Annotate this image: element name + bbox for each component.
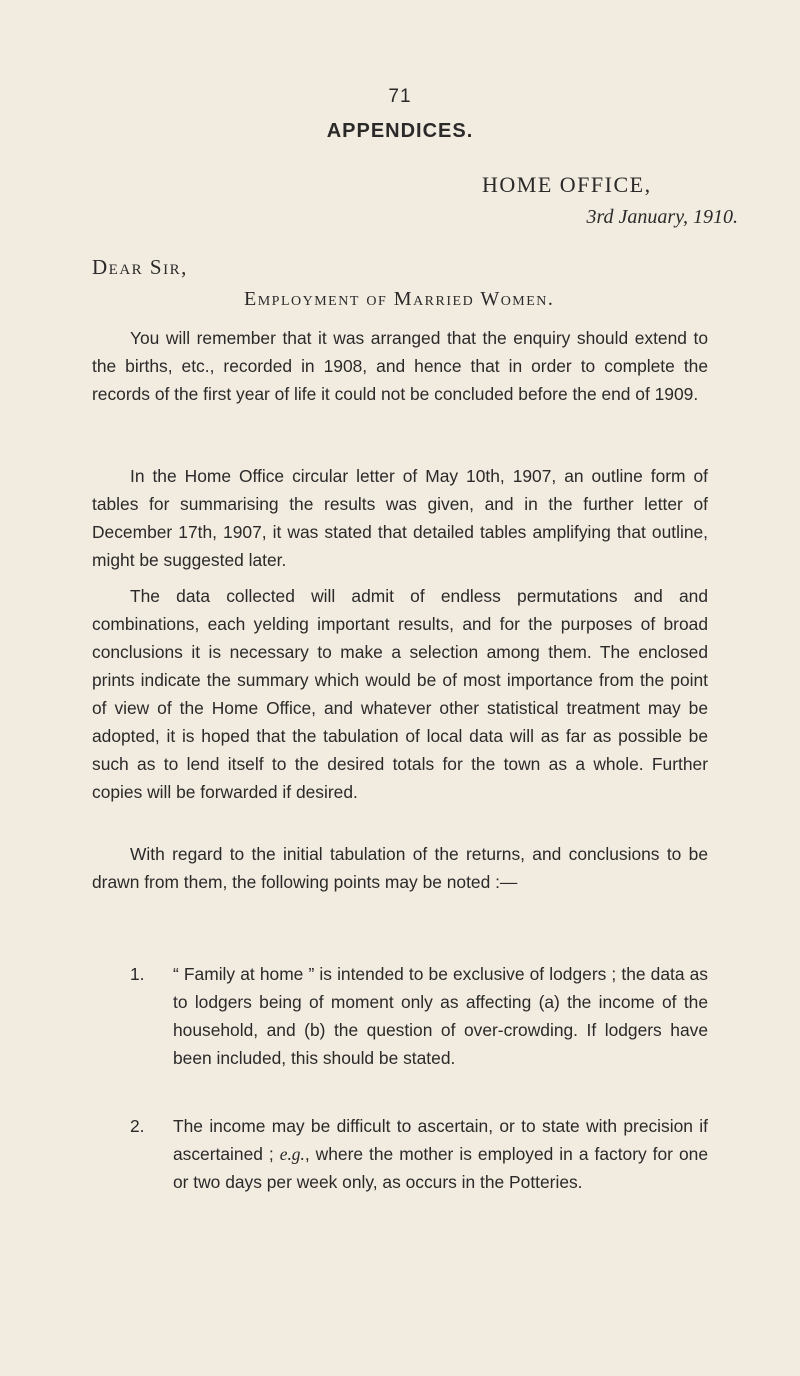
list-item-text-start: The income may be difficult to ascertain, or to state with precision if ascertained ; xyxy=(173,1116,708,1164)
list-item xyxy=(92,1112,708,1196)
list-item-italic: e.g. xyxy=(279,1144,305,1164)
page-number: 71 xyxy=(388,86,412,107)
list-item-text: “ Family at home ” is intended to be exclusive of lodgers ; the data as to lodgers being of moment only as affecting (a) the income of the household, and (b) the question of over-crowding. If lodgers have been included, this should be stated. xyxy=(173,964,708,1068)
paragraph-2: In the Home Office circular letter of May 10th, 1907, an outline form of tables for summarising the results was given, and in the further letter of December 17th, 1907, it was stated that detailed tables amplifying that outline, might be suggested later. xyxy=(92,466,708,570)
section-heading: APPENDICES. xyxy=(326,120,474,142)
list-item-number: 1. xyxy=(130,964,145,984)
sender-office: HOME OFFICE, xyxy=(482,172,652,197)
letter-date: 3rd January, 1910. xyxy=(586,206,738,228)
list-item-text xyxy=(173,1112,708,1196)
paragraph-3: The data collected will admit of endless permutations and and combinations, each yelding important results, and for the purposes of broad conclusions it is necessary to make a selection among them. The enclosed prints indicate the summary which would be of most importance from the point of view of the Home Office, and whatever other statistical treatment may be adopted, it is hoped that the tabulation of local data will as far as possible be such as to lend itself to the desired totals for the town as a whole. Further copies will be forwarded if desired. xyxy=(92,586,708,802)
list-item-number: 2. xyxy=(130,1116,145,1136)
letter-subject: Employment of Married Women. xyxy=(244,288,555,310)
salutation: Dear Sir, xyxy=(92,255,188,279)
paragraph-4: With regard to the initial tabulation of the returns, and conclusions to be drawn from them, the following points may be noted :— xyxy=(92,844,708,892)
list-item-text-end: , where the mother is employed in a factory for one or two days per week only, as occurs in the Potteries. xyxy=(173,1144,708,1192)
paragraph-1: You will remember that it was arranged that the enquiry should extend to the births, etc., recorded in 1908, and hence that in order to complete the records of the first year of life it could not be concluded before the end of 1909. xyxy=(92,328,708,404)
list-item xyxy=(92,960,708,1072)
